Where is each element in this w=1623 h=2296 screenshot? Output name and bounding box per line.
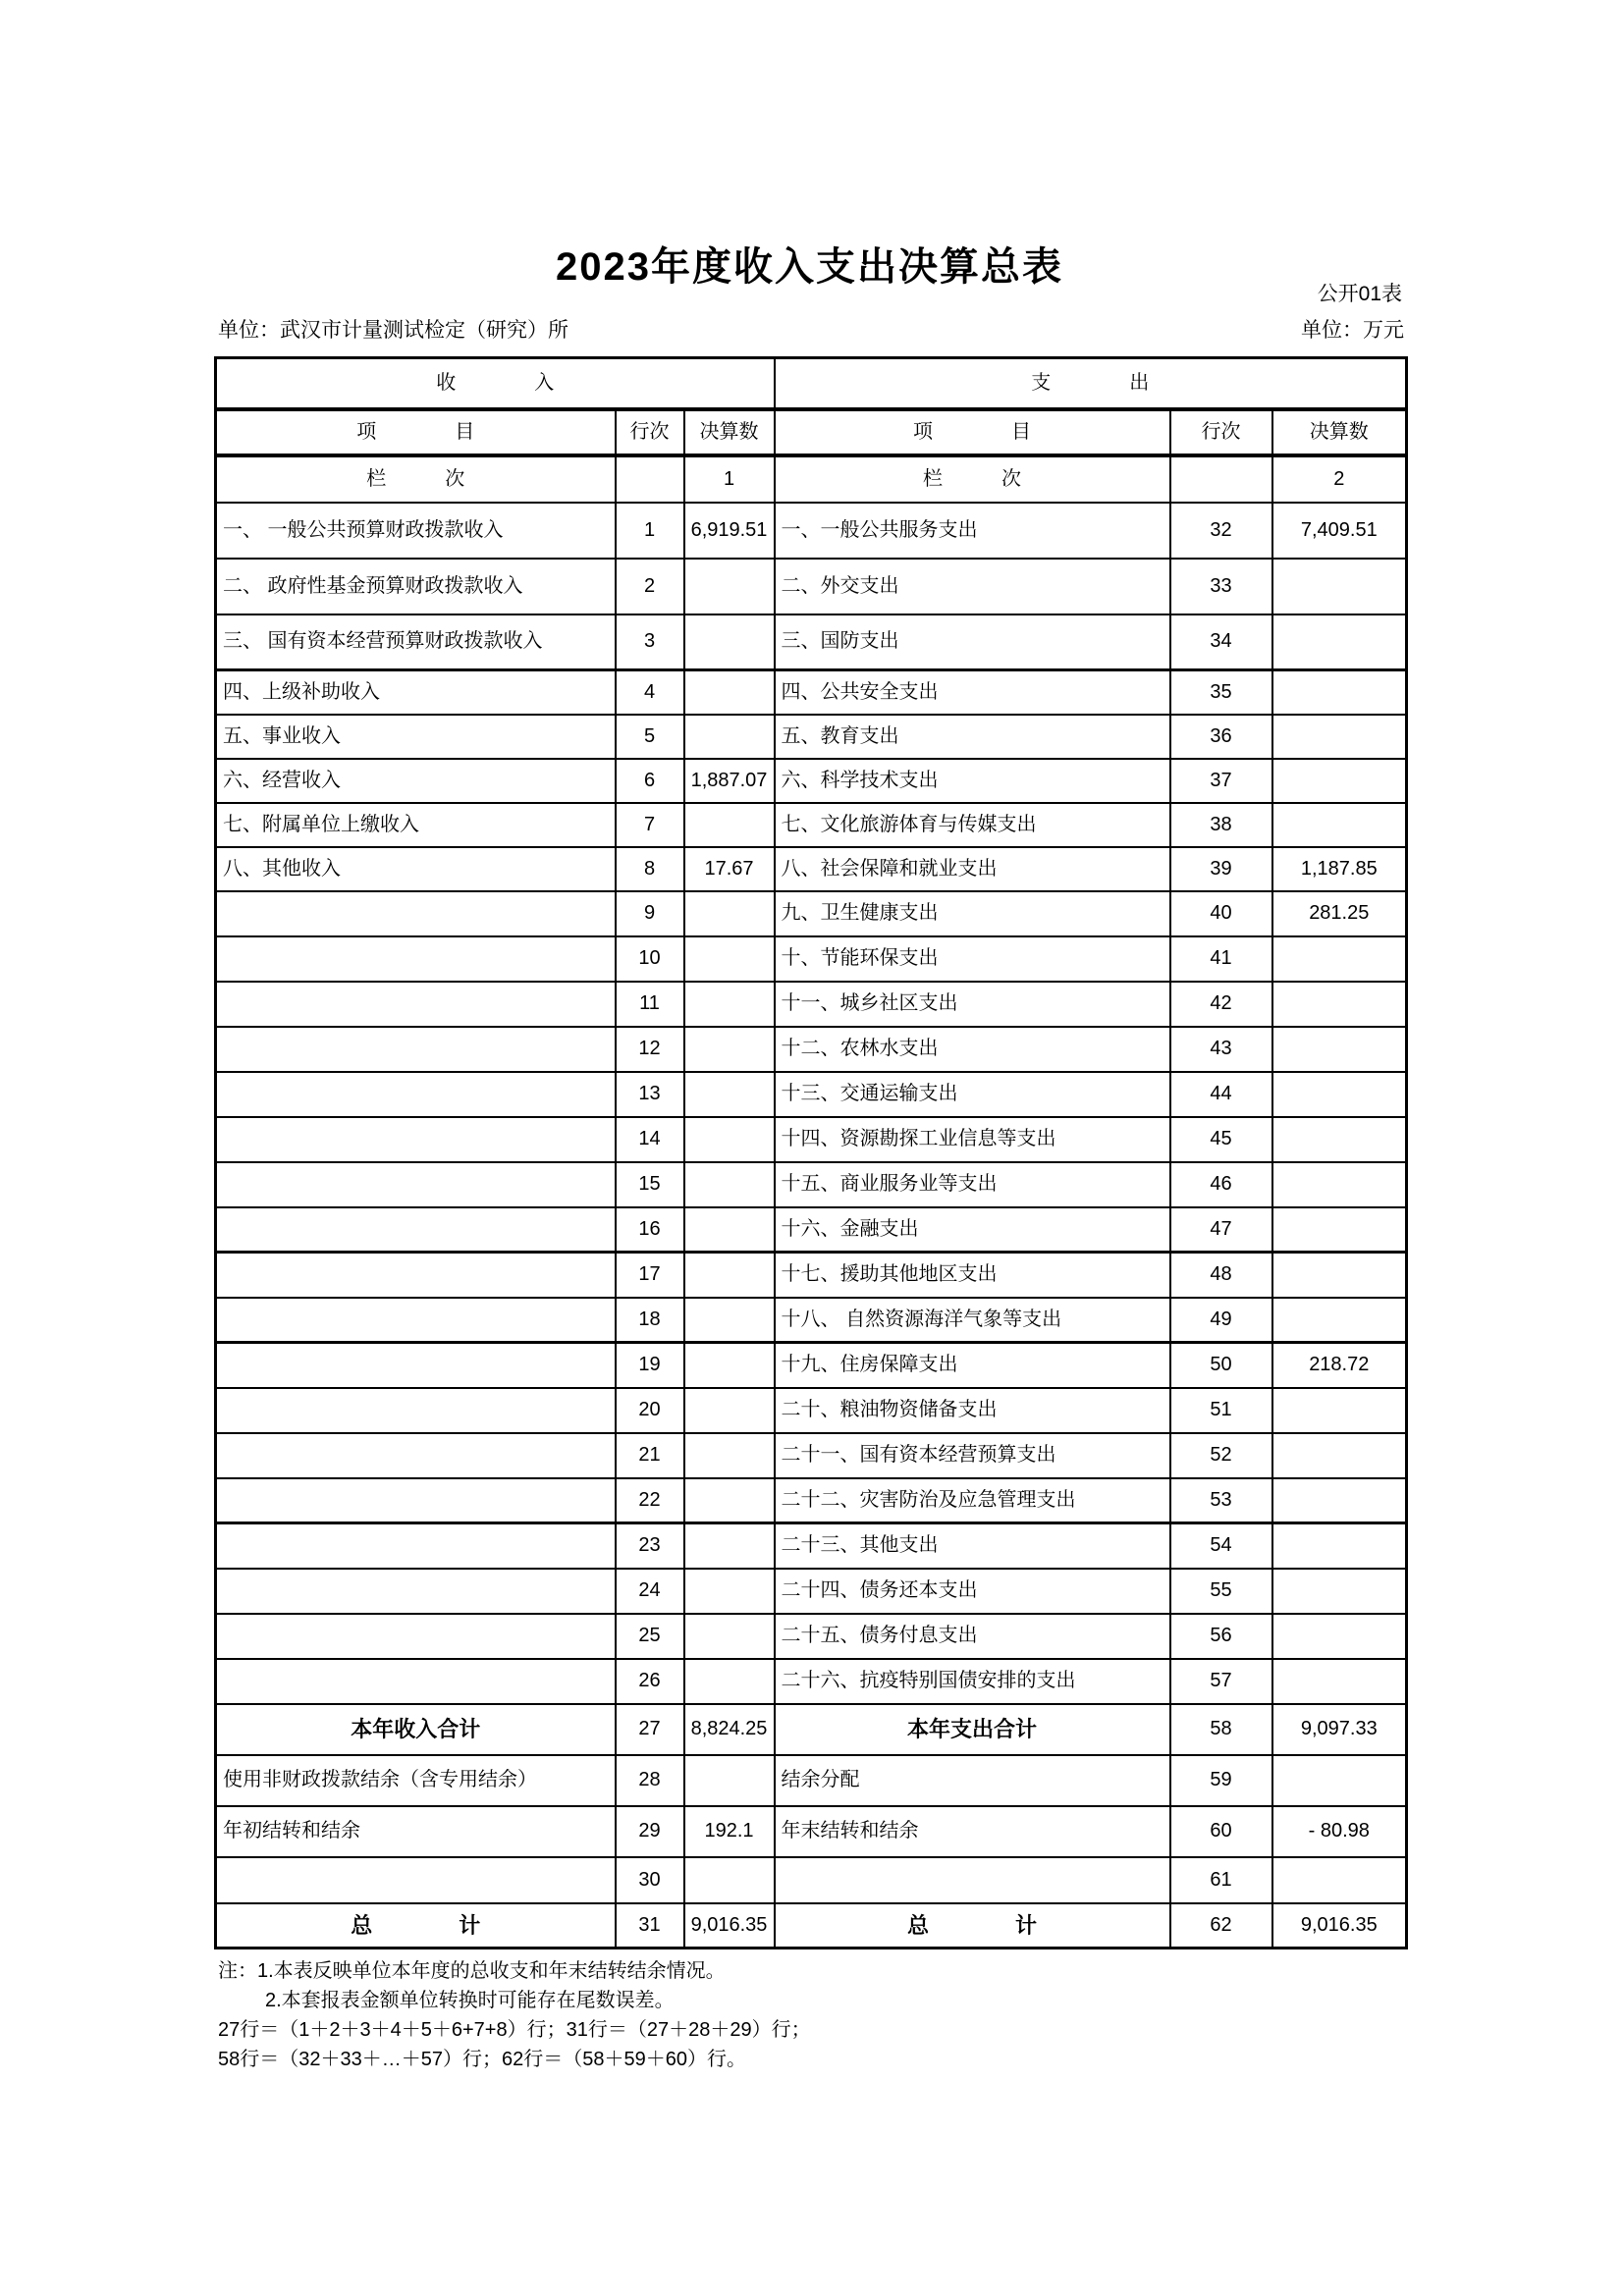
income-rowno-cell: 14: [616, 1117, 684, 1162]
table-row: [216, 803, 1407, 847]
income-item-cell: 本年收入合计: [216, 1704, 616, 1755]
income-rowno-cell: 11: [616, 982, 684, 1027]
table-row: [216, 759, 1407, 803]
income-amount-cell: 17.67: [684, 847, 775, 891]
expense-item-cell: 四、公共安全支出: [775, 670, 1170, 715]
page-title: 2023年度收入支出决算总表: [556, 245, 1063, 289]
income-amount-cell: [684, 1433, 775, 1478]
form-code-label: 公开01表: [1317, 283, 1402, 305]
expense-item-cell: 三、国防支出: [775, 614, 1170, 670]
income-amount-cell: [684, 670, 775, 715]
table-row: [216, 1027, 1407, 1072]
income-rowno-header: 行次: [616, 409, 684, 455]
table-header: [216, 358, 1407, 503]
table-row: [216, 1253, 1407, 1298]
expense-item-cell: 二、外交支出: [775, 559, 1170, 614]
footnote-line: 58行＝（32＋33＋…＋57）行；62行＝（58＋59＋60）行。: [218, 2049, 746, 2070]
expense-amount-cell: 9,016.35: [1272, 1903, 1407, 1949]
income-item-cell: [216, 1388, 616, 1433]
income-rowno-cell: 8: [616, 847, 684, 891]
income-amount-cell: 6,919.51: [684, 503, 775, 559]
table-total-row: [216, 1903, 1407, 1949]
footnote-line: 27行＝（1＋2＋3＋4＋5＋6+7+8）行；31行＝（27＋28＋29）行；: [218, 2019, 811, 2041]
expense-amount-cell: [1272, 1569, 1407, 1614]
income-column-index: 1: [684, 455, 775, 503]
income-rowno-cell: 17: [616, 1253, 684, 1298]
table-row: [216, 503, 1407, 559]
expense-amount-cell: [1272, 803, 1407, 847]
expense-item-cell: 总 计: [775, 1903, 1170, 1949]
income-item-cell: 八、其他收入: [216, 847, 616, 891]
column-index-row: [216, 455, 1407, 503]
expense-amount-cell: [1272, 1253, 1407, 1298]
income-item-cell: [216, 1162, 616, 1207]
expense-amount-cell: [1272, 715, 1407, 759]
income-amount-cell: [684, 559, 775, 614]
income-item-cell: 使用非财政拨款结余（含专用结余）: [216, 1755, 616, 1806]
table-row: [216, 1569, 1407, 1614]
final-accounts-table: [214, 356, 1408, 1949]
expense-rowno-cell: 52: [1170, 1433, 1272, 1478]
income-item-cell: 二、 政府性基金预算财政拨款收入: [216, 559, 616, 614]
expense-amount-cell: [1272, 1117, 1407, 1162]
expense-column-index-label: 栏 次: [775, 455, 1170, 503]
income-item-cell: 五、事业收入: [216, 715, 616, 759]
income-rowno-cell: 7: [616, 803, 684, 847]
income-amount-cell: [684, 1388, 775, 1433]
income-rowno-cell: 21: [616, 1433, 684, 1478]
income-amount-cell: [684, 1117, 775, 1162]
expense-rowno-cell: 59: [1170, 1755, 1272, 1806]
income-item-cell: [216, 982, 616, 1027]
expense-item-cell: 十八、 自然资源海洋气象等支出: [775, 1298, 1170, 1343]
income-rowno-cell: 16: [616, 1207, 684, 1253]
meta-row: [218, 314, 1404, 344]
table-total-row: [216, 1704, 1407, 1755]
expense-rowno-blank: [1170, 455, 1272, 503]
expense-item-cell: 八、社会保障和就业支出: [775, 847, 1170, 891]
income-item-cell: [216, 1253, 616, 1298]
expense-rowno-cell: 41: [1170, 936, 1272, 982]
income-amount-cell: [684, 1072, 775, 1117]
expense-amount-cell: 1,187.85: [1272, 847, 1407, 891]
expense-item-cell: 五、教育支出: [775, 715, 1170, 759]
table-row: [216, 1298, 1407, 1343]
expense-amount-cell: [1272, 936, 1407, 982]
expense-amount-cell: [1272, 1614, 1407, 1659]
table-row: [216, 1755, 1407, 1806]
expense-item-cell: 二十三、其他支出: [775, 1523, 1170, 1569]
expense-item-cell: 十四、资源勘探工业信息等支出: [775, 1117, 1170, 1162]
expense-section-header: 支 出: [775, 358, 1407, 409]
expense-item-header: 项 目: [775, 409, 1170, 455]
section-header-row: [216, 358, 1407, 409]
table-row: [216, 559, 1407, 614]
income-rowno-cell: 4: [616, 670, 684, 715]
expense-item-cell: 六、科学技术支出: [775, 759, 1170, 803]
expense-rowno-cell: 50: [1170, 1343, 1272, 1388]
income-amount-cell: [684, 1298, 775, 1343]
footnote-line: 2.本套报表金额单位转换时可能存在尾数误差。: [265, 1990, 675, 2011]
income-rowno-cell: 27: [616, 1704, 684, 1755]
income-rowno-cell: 9: [616, 891, 684, 936]
income-rowno-cell: 6: [616, 759, 684, 803]
income-item-cell: [216, 891, 616, 936]
expense-amount-cell: 7,409.51: [1272, 503, 1407, 559]
table-row: [216, 936, 1407, 982]
table-row: [216, 891, 1407, 936]
table-row: [216, 1614, 1407, 1659]
expense-item-cell: 十三、交通运输支出: [775, 1072, 1170, 1117]
expense-rowno-cell: 44: [1170, 1072, 1272, 1117]
expense-rowno-cell: 43: [1170, 1027, 1272, 1072]
expense-rowno-cell: 47: [1170, 1207, 1272, 1253]
expense-amount-cell: [1272, 1478, 1407, 1523]
table-row: [216, 670, 1407, 715]
expense-rowno-cell: 34: [1170, 614, 1272, 670]
expense-rowno-cell: 49: [1170, 1298, 1272, 1343]
income-rowno-cell: 22: [616, 1478, 684, 1523]
footnotes: [218, 1956, 1416, 2074]
table-row: [216, 1857, 1407, 1903]
table-row: [216, 1343, 1407, 1388]
income-item-cell: [216, 1298, 616, 1343]
expense-amount-header: 决算数: [1272, 409, 1407, 455]
income-amount-cell: [684, 891, 775, 936]
income-item-cell: [216, 1207, 616, 1253]
income-item-cell: [216, 1117, 616, 1162]
income-rowno-cell: 29: [616, 1806, 684, 1857]
table-row: [216, 1523, 1407, 1569]
table-row: [216, 1162, 1407, 1207]
income-rowno-cell: 30: [616, 1857, 684, 1903]
expense-item-cell: 十五、商业服务业等支出: [775, 1162, 1170, 1207]
expense-rowno-cell: 54: [1170, 1523, 1272, 1569]
income-item-cell: 四、上级补助收入: [216, 670, 616, 715]
expense-item-cell: 十九、住房保障支出: [775, 1343, 1170, 1388]
income-rowno-cell: 18: [616, 1298, 684, 1343]
income-rowno-blank: [616, 455, 684, 503]
income-amount-header: 决算数: [684, 409, 775, 455]
income-section-header: 收 入: [216, 358, 775, 409]
expense-rowno-cell: 48: [1170, 1253, 1272, 1298]
expense-rowno-cell: 40: [1170, 891, 1272, 936]
income-item-cell: [216, 1523, 616, 1569]
expense-rowno-cell: 45: [1170, 1117, 1272, 1162]
expense-amount-cell: 9,097.33: [1272, 1704, 1407, 1755]
table-row: [216, 1207, 1407, 1253]
expense-rowno-cell: 35: [1170, 670, 1272, 715]
expense-rowno-cell: 60: [1170, 1806, 1272, 1857]
expense-rowno-cell: 32: [1170, 503, 1272, 559]
income-item-cell: 六、经营收入: [216, 759, 616, 803]
income-amount-cell: [684, 1523, 775, 1569]
income-rowno-cell: 15: [616, 1162, 684, 1207]
income-amount-cell: 8,824.25: [684, 1704, 775, 1755]
expense-item-cell: 十六、金融支出: [775, 1207, 1170, 1253]
expense-amount-cell: [1272, 559, 1407, 614]
table-row: [216, 1388, 1407, 1433]
table-row: [216, 1117, 1407, 1162]
table-row: [216, 1659, 1407, 1704]
expense-amount-cell: - 80.98: [1272, 1806, 1407, 1857]
income-item-cell: 一、 一般公共预算财政拨款收入: [216, 503, 616, 559]
expense-rowno-cell: 33: [1170, 559, 1272, 614]
expense-amount-cell: 281.25: [1272, 891, 1407, 936]
expense-amount-cell: [1272, 670, 1407, 715]
income-rowno-cell: 13: [616, 1072, 684, 1117]
expense-rowno-cell: 56: [1170, 1614, 1272, 1659]
income-amount-cell: 1,887.07: [684, 759, 775, 803]
expense-item-cell: 一、一般公共服务支出: [775, 503, 1170, 559]
expense-amount-cell: [1272, 1072, 1407, 1117]
income-amount-cell: 192.1: [684, 1806, 775, 1857]
expense-amount-cell: [1272, 982, 1407, 1027]
table-row: [216, 1478, 1407, 1523]
income-item-cell: [216, 1478, 616, 1523]
income-amount-cell: 9,016.35: [684, 1903, 775, 1949]
income-item-cell: [216, 1343, 616, 1388]
expense-item-cell: 二十一、国有资本经营预算支出: [775, 1433, 1170, 1478]
income-rowno-cell: 19: [616, 1343, 684, 1388]
income-amount-cell: [684, 1614, 775, 1659]
expense-amount-cell: [1272, 759, 1407, 803]
expense-rowno-cell: 39: [1170, 847, 1272, 891]
income-amount-cell: [684, 936, 775, 982]
expense-item-cell: 十七、援助其他地区支出: [775, 1253, 1170, 1298]
expense-rowno-cell: 46: [1170, 1162, 1272, 1207]
income-amount-cell: [684, 1253, 775, 1298]
expense-rowno-cell: 51: [1170, 1388, 1272, 1433]
income-amount-cell: [684, 1569, 775, 1614]
expense-rowno-cell: 61: [1170, 1857, 1272, 1903]
income-amount-cell: [684, 1755, 775, 1806]
expense-amount-cell: 218.72: [1272, 1343, 1407, 1388]
expense-item-cell: 二十二、灾害防治及应急管理支出: [775, 1478, 1170, 1523]
expense-amount-cell: [1272, 1027, 1407, 1072]
table-row: [216, 715, 1407, 759]
income-item-cell: 三、 国有资本经营预算财政拨款收入: [216, 614, 616, 670]
expense-rowno-cell: 62: [1170, 1903, 1272, 1949]
expense-amount-cell: [1272, 1207, 1407, 1253]
expense-amount-cell: [1272, 1659, 1407, 1704]
income-amount-cell: [684, 803, 775, 847]
expense-item-cell: 二十四、债务还本支出: [775, 1569, 1170, 1614]
footnote-line: 注：1.本表反映单位本年度的总收支和年末结转结余情况。: [218, 1960, 726, 1982]
income-item-cell: [216, 1569, 616, 1614]
income-item-header: 项 目: [216, 409, 616, 455]
table-row: [216, 847, 1407, 891]
income-item-cell: [216, 1433, 616, 1478]
income-rowno-cell: 25: [616, 1614, 684, 1659]
unit-name-label: 单位：武汉市计量测试检定（研究）所: [218, 319, 568, 342]
income-rowno-cell: 24: [616, 1569, 684, 1614]
income-item-cell: [216, 1659, 616, 1704]
income-amount-cell: [684, 1659, 775, 1704]
expense-column-index: 2: [1272, 455, 1407, 503]
expense-item-cell: 二十六、抗疫特别国债安排的支出: [775, 1659, 1170, 1704]
expense-rowno-cell: 53: [1170, 1478, 1272, 1523]
income-rowno-cell: 12: [616, 1027, 684, 1072]
income-rowno-cell: 23: [616, 1523, 684, 1569]
income-rowno-cell: 26: [616, 1659, 684, 1704]
income-amount-cell: [684, 614, 775, 670]
unit-of-measure-label: 单位：万元: [1301, 319, 1404, 342]
income-amount-cell: [684, 715, 775, 759]
expense-item-cell: 九、卫生健康支出: [775, 891, 1170, 936]
expense-item-cell: 本年支出合计: [775, 1704, 1170, 1755]
expense-rowno-cell: 55: [1170, 1569, 1272, 1614]
income-amount-cell: [684, 1162, 775, 1207]
expense-rowno-cell: 36: [1170, 715, 1272, 759]
income-item-cell: [216, 1857, 616, 1903]
expense-item-cell: 十一、城乡社区支出: [775, 982, 1170, 1027]
income-amount-cell: [684, 982, 775, 1027]
income-item-cell: [216, 1614, 616, 1659]
expense-item-cell: 十、节能环保支出: [775, 936, 1170, 982]
table-row: [216, 1806, 1407, 1857]
expense-item-cell: 二十、粮油物资储备支出: [775, 1388, 1170, 1433]
table-row: [216, 1433, 1407, 1478]
expense-rowno-cell: 38: [1170, 803, 1272, 847]
table-body: [216, 503, 1407, 1949]
income-item-cell: 总 计: [216, 1903, 616, 1949]
expense-amount-cell: [1272, 1857, 1407, 1903]
income-item-cell: [216, 1027, 616, 1072]
income-rowno-cell: 1: [616, 503, 684, 559]
expense-item-cell: [775, 1857, 1170, 1903]
expense-rowno-cell: 42: [1170, 982, 1272, 1027]
expense-amount-cell: [1272, 614, 1407, 670]
table-row: [216, 614, 1407, 670]
expense-rowno-cell: 58: [1170, 1704, 1272, 1755]
expense-item-cell: 结余分配: [775, 1755, 1170, 1806]
table-row: [216, 1072, 1407, 1117]
income-amount-cell: [684, 1478, 775, 1523]
income-amount-cell: [684, 1343, 775, 1388]
income-rowno-cell: 5: [616, 715, 684, 759]
income-amount-cell: [684, 1207, 775, 1253]
expense-item-cell: 七、文化旅游体育与传媒支出: [775, 803, 1170, 847]
income-item-cell: 七、附属单位上缴收入: [216, 803, 616, 847]
income-rowno-cell: 31: [616, 1903, 684, 1949]
income-item-cell: [216, 936, 616, 982]
income-amount-cell: [684, 1027, 775, 1072]
expense-amount-cell: [1272, 1433, 1407, 1478]
expense-rowno-cell: 57: [1170, 1659, 1272, 1704]
income-rowno-cell: 3: [616, 614, 684, 670]
income-rowno-cell: 2: [616, 559, 684, 614]
expense-amount-cell: [1272, 1755, 1407, 1806]
expense-item-cell: 年末结转和结余: [775, 1806, 1170, 1857]
income-amount-cell: [684, 1857, 775, 1903]
table-row: [216, 982, 1407, 1027]
expense-item-cell: 二十五、债务付息支出: [775, 1614, 1170, 1659]
expense-rowno-cell: 37: [1170, 759, 1272, 803]
income-rowno-cell: 28: [616, 1755, 684, 1806]
expense-amount-cell: [1272, 1298, 1407, 1343]
column-header-row: [216, 409, 1407, 455]
expense-item-cell: 十二、农林水支出: [775, 1027, 1170, 1072]
income-item-cell: 年初结转和结余: [216, 1806, 616, 1857]
income-rowno-cell: 20: [616, 1388, 684, 1433]
expense-amount-cell: [1272, 1162, 1407, 1207]
income-column-index-label: 栏 次: [216, 455, 616, 503]
expense-rowno-header: 行次: [1170, 409, 1272, 455]
income-rowno-cell: 10: [616, 936, 684, 982]
income-item-cell: [216, 1072, 616, 1117]
expense-amount-cell: [1272, 1523, 1407, 1569]
expense-amount-cell: [1272, 1388, 1407, 1433]
